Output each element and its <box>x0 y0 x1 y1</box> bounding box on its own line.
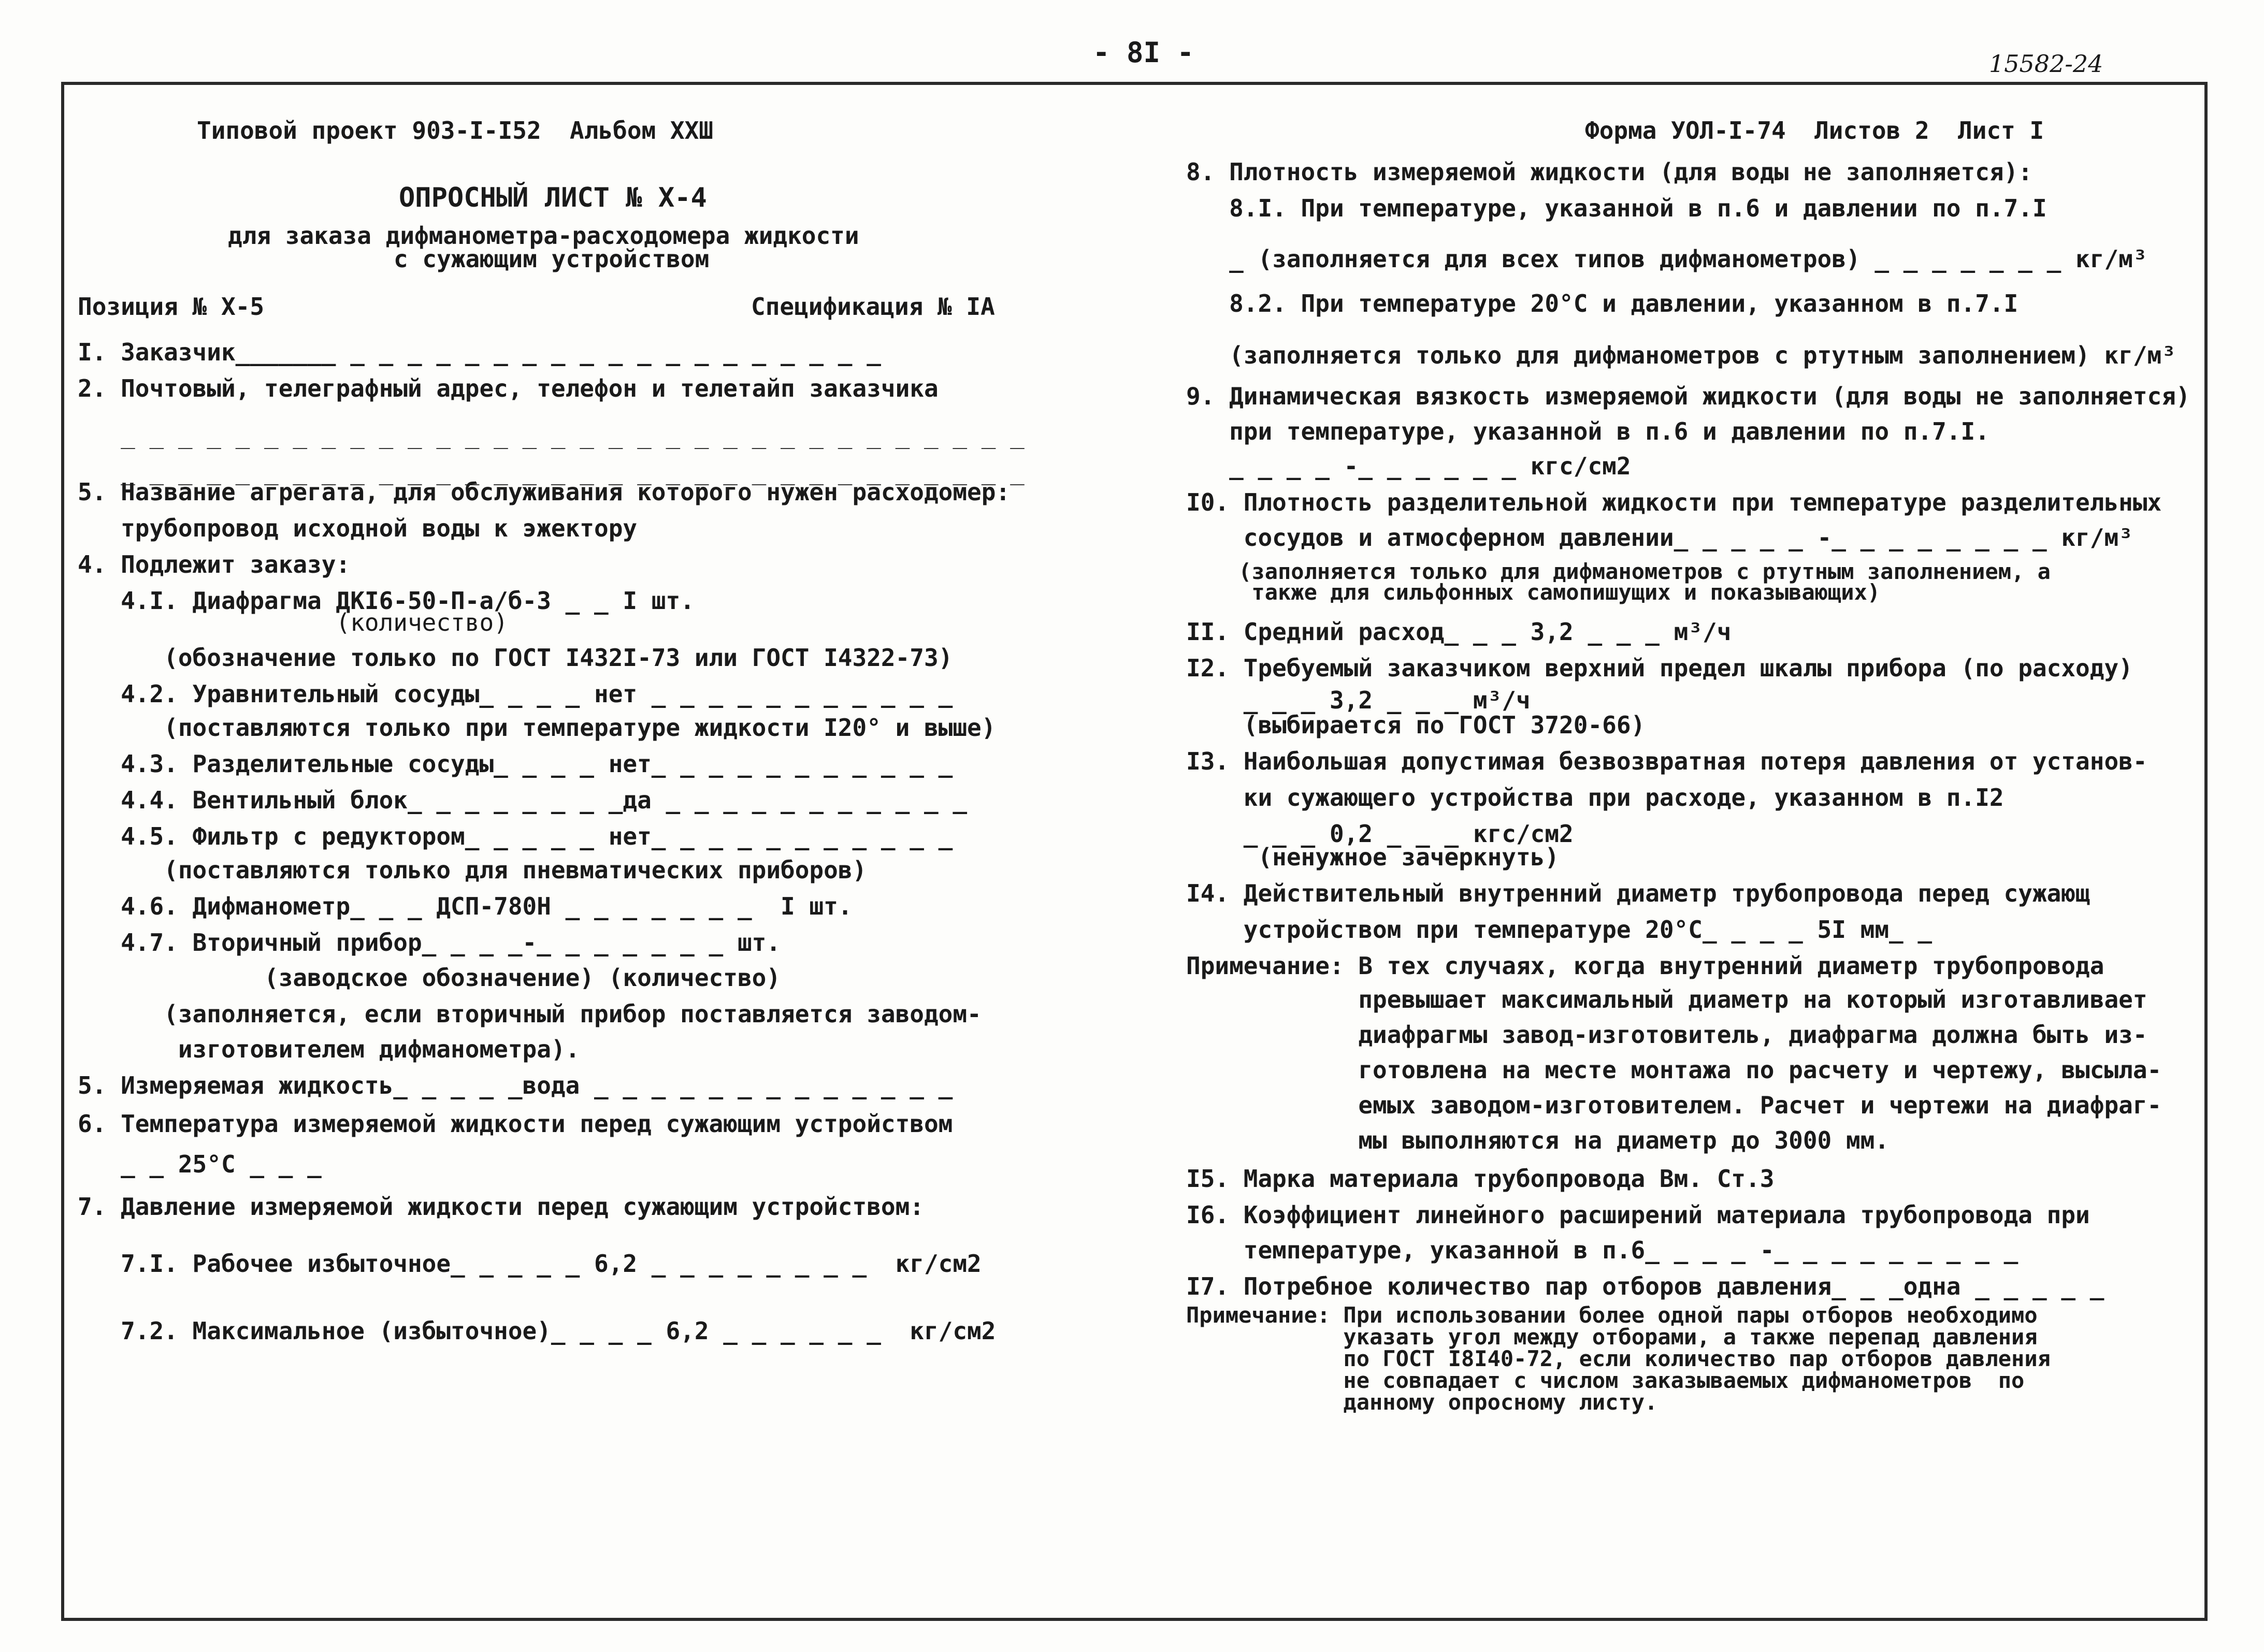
right-line-19: _ _ _ 0,2 _ _ _ кгс/см2 <box>1186 820 1574 848</box>
left-line-3: _ _ _ _ _ _ _ _ _ _ _ _ _ _ _ _ _ _ _ _ _ _ _ _ _ _ _ _ _ _ _ _ <box>78 421 1025 449</box>
right-line-4: 8.2. При температуре 20°C и давлении, указанном в п.7.I <box>1186 289 2018 317</box>
left-line-19: (заводское обозначение) (количество) <box>78 964 781 992</box>
note2-line-1: Примечание: При использовании более одной пары отборов необходимо <box>1186 1302 2038 1328</box>
subtitle-1: для заказа дифманометра-расходомера жидкости <box>228 222 859 250</box>
right-line-22: устройством при температуре 20°C_ _ _ _ 5I мм_ _ <box>1186 916 1933 944</box>
left-line-13: 4.3. Разделительные сосуды_ _ _ _ нет_ _ _ _ _ _ _ _ _ _ _ <box>78 750 953 778</box>
right-line-6: 9. Динамическая вязкость измеряемой жидкости (для воды не заполняется) <box>1186 382 2190 410</box>
left-line-23: 6. Температура измеряемой жидкости перед сужающим устройством <box>78 1110 953 1138</box>
right-line-5: (заполняется только для дифманометров с ртутным заполнением) кг/м³ <box>1186 341 2176 369</box>
right-line-26: готовлена на месте монтажа по расчету и чертежу, высыла- <box>1186 1056 2162 1084</box>
right-line-27: емых заводом-изготовителем. Расчет и чертежи на диафраг- <box>1186 1091 2162 1119</box>
note2-line-5: данному опросному листу. <box>1186 1389 1658 1415</box>
right-line-8: _ _ _ _ -_ _ _ _ _ _ кгс/см2 <box>1186 452 1631 480</box>
right-line-25: диафрагмы завод-изготовитель, диафрагма должна быть из- <box>1186 1021 2147 1049</box>
right-line-12: также для сильфонных самопишущих и показывающих) <box>1186 579 1881 605</box>
left-line-10: (обозначение только по ГОСТ I432I-73 или ГОСТ I4322-73) <box>78 644 953 672</box>
page-number: - 8I - <box>1093 36 1194 69</box>
note2-line-3: по ГОСТ I8I40-72, если количество пар отборов давления <box>1186 1346 2051 1371</box>
right-line-15: _ _ _ 3,2 _ _ _ м³/ч <box>1186 686 1531 714</box>
note2-line-2: указать угол между отборами, а также перепад давления <box>1186 1324 2038 1350</box>
right-line-30: I6. Коэффициент линейного расширений материала трубопровода при <box>1186 1201 2090 1229</box>
right-line-28: мы выполняются на диаметр до 3000 мм. <box>1186 1126 1890 1154</box>
left-line-14: 4.4. Вентильный блок_ _ _ _ _ _ _ _да _ _ _ _ _ _ _ _ _ _ _ <box>78 786 968 814</box>
right-line-14: I2. Требуемый заказчиком верхний предел шкалы прибора (по расходу) <box>1186 654 2133 682</box>
position-label: Позиция № X-5 <box>78 293 265 321</box>
right-line-7: при температуре, указанной в п.6 и давлении по п.7.I. <box>1186 417 1989 445</box>
left-line-15: 4.5. Фильтр с редуктором_ _ _ _ _ нет_ _ _ _ _ _ _ _ _ _ _ <box>78 822 953 850</box>
page-title: ОПРОСНЫЙ ЛИСТ № X-4 <box>399 182 707 213</box>
right-line-23: Примечание: В тех случаях, когда внутренний диаметр трубопровода <box>1186 952 2104 980</box>
left-line-12: (поставляются только при температуре жидкости I20° и выше) <box>78 714 996 742</box>
subtitle-2: с сужающим устройством <box>394 245 710 273</box>
right-line-10: сосудов и атмосферном давлении_ _ _ _ _ -_ _ _ _ _ _ _ _ кг/м³ <box>1186 524 2133 552</box>
right-line-32: I7. Потребное количество пар отборов давления_ _ _одна _ _ _ _ _ <box>1186 1272 2104 1300</box>
left-line-26: 7.I. Рабочее избыточное_ _ _ _ _ 6,2 _ _ _ _ _ _ _ _ кг/см2 <box>78 1250 982 1278</box>
project-title: Типовой проект 903-I-I52 Альбом XXШ <box>197 117 713 144</box>
left-line-5: 5. Название агрегата, для обслуживания которого нужен расходомер: <box>78 478 1011 506</box>
right-line-24: превышает максимальный диаметр на который изготавливает <box>1186 986 2147 1013</box>
right-line-13: II. Средний расход_ _ _ 3,2 _ _ _ м³/ч <box>1186 618 1732 646</box>
left-line-16: (поставляются только для пневматических приборов) <box>78 856 867 884</box>
right-line-20: (ненужное зачеркнуть) <box>1186 843 1560 871</box>
left-line-24: _ _ 25°C _ _ _ <box>78 1150 322 1178</box>
left-line-20: (заполняется, если вторичный прибор поставляется заводом- <box>78 1000 982 1028</box>
right-line-17: I3. Наибольшая допустимая безвозвратная потеря давления от установ- <box>1186 747 2147 775</box>
right-line-31: температуре, указанной в п.6_ _ _ _ -_ _ _ _ _ _ _ _ _ <box>1186 1236 2018 1264</box>
left-line-1: I. Заказчик_______ _ _ _ _ _ _ _ _ _ _ _ _ _ _ _ _ _ _ _ <box>78 338 881 366</box>
right-line-29: I5. Марка материала трубопровода Вм. Ст.3 <box>1186 1165 1775 1193</box>
left-line-2: 2. Почтовый, телеграфный адрес, телефон и телетайп заказчика <box>78 374 939 402</box>
left-line-22: 5. Измеряемая жидкость_ _ _ _ _вода _ _ _ _ _ _ _ _ _ _ _ _ _ <box>78 1071 953 1099</box>
left-line-18: 4.7. Вторичный прибор_ _ _ _-_ _ _ _ _ _ _ шт. <box>78 929 781 957</box>
left-line-9: (количество) <box>78 608 508 636</box>
right-line-1: 8. Плотность измеряемой жидкости (для воды не заполняется): <box>1186 158 2032 186</box>
left-line-27: 7.2. Максимальное (избыточное)_ _ _ _ 6,2 _ _ _ _ _ _ кг/см2 <box>78 1317 996 1345</box>
spec-label: Спецификация № IA <box>751 293 995 321</box>
note2-line-4: не совпадает с числом заказываемых дифманометров по <box>1186 1368 2025 1393</box>
right-line-2: 8.I. При температуре, указанной в п.6 и давлении по п.7.I <box>1186 194 2047 222</box>
left-line-11: 4.2. Уравнительный сосуды_ _ _ _ нет _ _ _ _ _ _ _ _ _ _ _ <box>78 680 953 708</box>
left-line-6: трубопровод исходной воды к эжектору <box>78 514 638 542</box>
sheet-code: 15582-24 <box>1989 50 2103 78</box>
form-title: Форма УОЛ-I-74 Листов 2 Лист I <box>1585 117 2044 144</box>
right-line-9: I0. Плотность разделительной жидкости при температуре разделительных <box>1186 488 2162 516</box>
left-line-4: _ _ _ _ _ _ _ _ _ _ _ _ _ _ _ _ _ _ _ _ _ _ _ _ _ _ _ _ _ _ _ _ <box>78 457 1025 485</box>
right-line-3: _ (заполняется для всех типов дифманометров) _ _ _ _ _ _ _ кг/м³ <box>1186 245 2147 273</box>
right-line-16: (выбирается по ГОСТ 3720-66) <box>1186 711 1646 739</box>
right-line-11: (заполняется только для дифманометров с ртутным заполнением, а <box>1186 559 2051 584</box>
right-line-21: I4. Действительный внутренний диаметр трубопровода перед сужающ <box>1186 879 2090 907</box>
left-line-21: изготовителем дифманометра). <box>78 1035 580 1063</box>
left-line-8: 4.I. Диафрагма ДКI6-50-П-а/б-3 _ _ I шт. <box>78 587 695 615</box>
left-line-17: 4.6. Дифманометр_ _ _ ДСП-780Н _ _ _ _ _ _ _ I шт. <box>78 892 853 920</box>
left-line-25: 7. Давление измеряемой жидкости перед сужающим устройством: <box>78 1193 924 1221</box>
right-line-18: ки сужающего устройства при расходе, указанном в п.I2 <box>1186 784 2004 811</box>
left-line-7: 4. Подлежит заказу: <box>78 550 351 578</box>
